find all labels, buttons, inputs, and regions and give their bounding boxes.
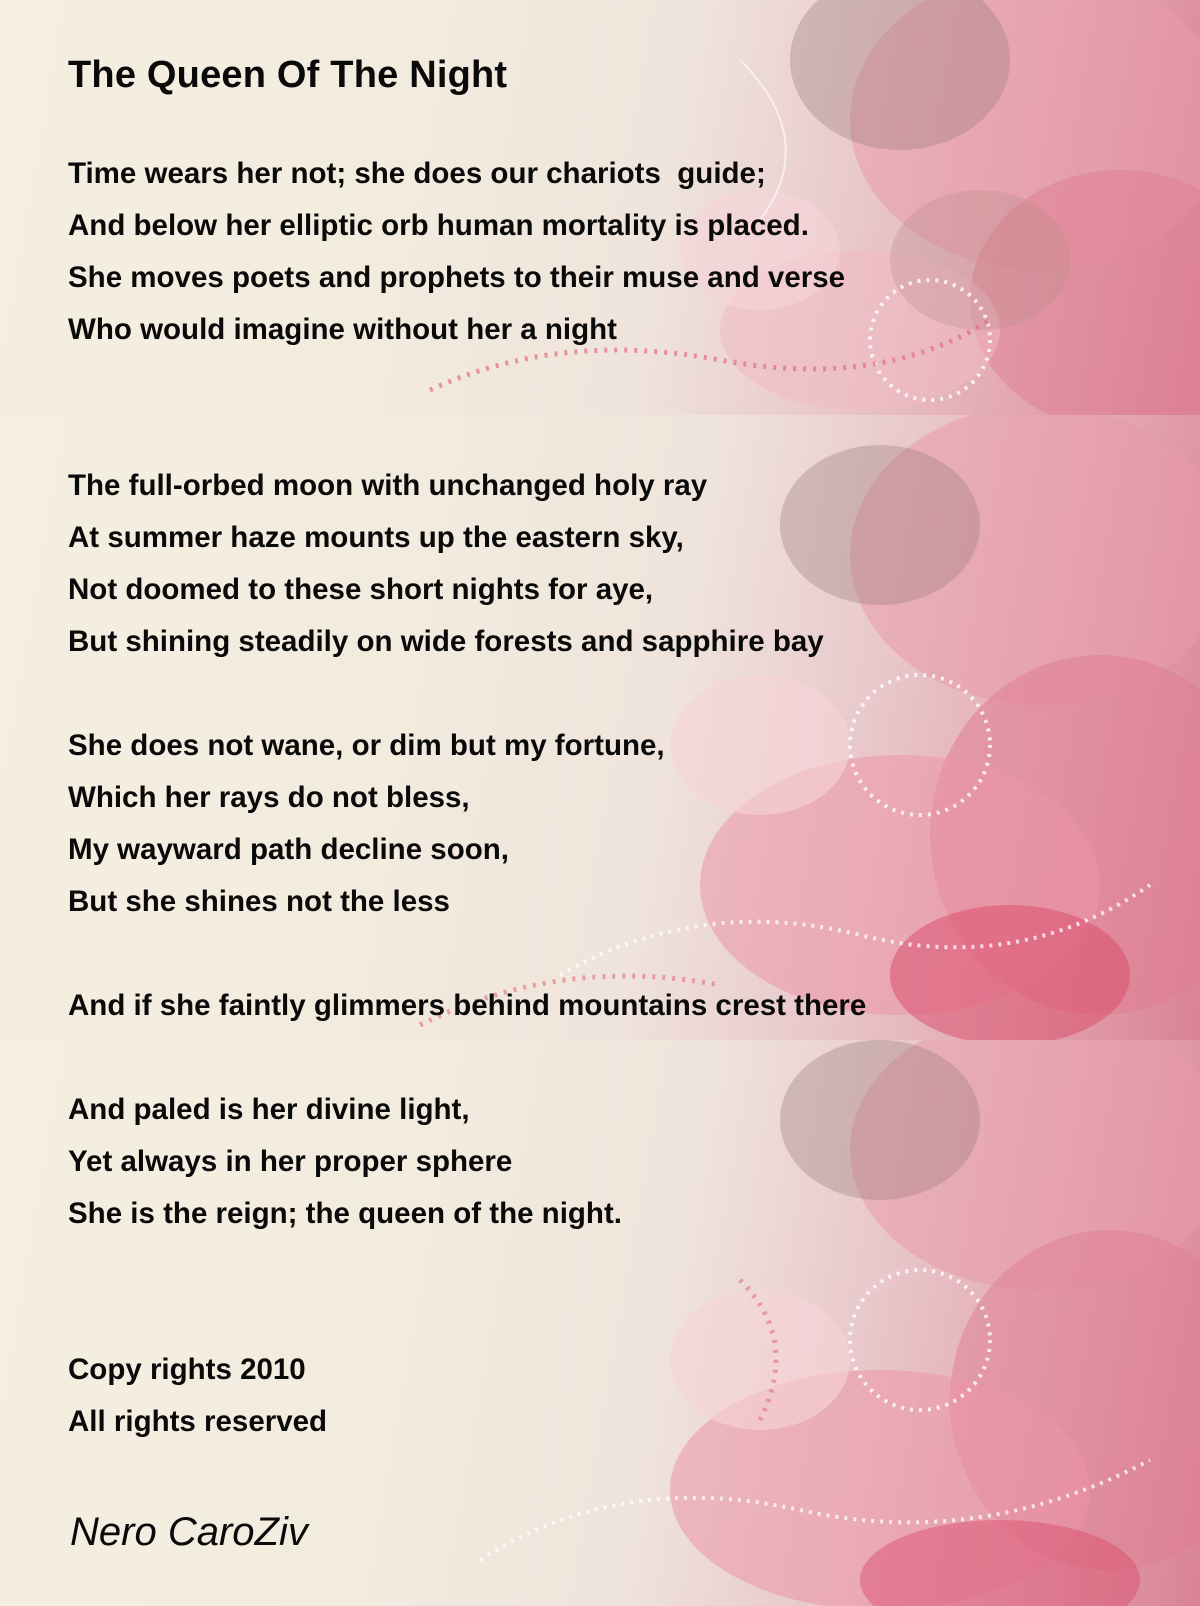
poem-line: Yet always in her proper sphere xyxy=(68,1145,513,1178)
author-name: Nero CaroZiv xyxy=(70,1510,308,1554)
rights-reserved-line: All rights reserved xyxy=(68,1405,328,1438)
poem-line: But she shines not the less xyxy=(68,885,450,918)
poem-line: She does not wane, or dim but my fortune, xyxy=(68,729,665,762)
poem-line: My wayward path decline soon, xyxy=(68,833,509,866)
copyright-line: Copy rights 2010 xyxy=(68,1353,306,1386)
poem-line: She is the reign; the queen of the night. xyxy=(68,1197,622,1230)
poem-title: The Queen Of The Night xyxy=(68,54,508,96)
poem-line: She moves poets and prophets to their muse and verse xyxy=(68,261,846,294)
poem-line: And paled is her divine light, xyxy=(68,1093,470,1126)
poem-line: Time wears her not; she does our chariots guide; xyxy=(68,157,766,190)
poem-line: Which her rays do not bless, xyxy=(68,781,470,814)
poem-line: The full-orbed moon with unchanged holy ray xyxy=(68,469,708,502)
poem-line: But shining steadily on wide forests and sapphire bay xyxy=(68,625,824,658)
poem-line: And below her elliptic orb human mortality is placed. xyxy=(68,209,809,242)
poem-line: And if she faintly glimmers behind mountains crest there xyxy=(68,989,867,1022)
poem-line: Who would imagine without her a night xyxy=(68,313,617,346)
poem-line: Not doomed to these short nights for aye, xyxy=(68,573,654,606)
poem-line: At summer haze mounts up the eastern sky, xyxy=(68,521,684,554)
